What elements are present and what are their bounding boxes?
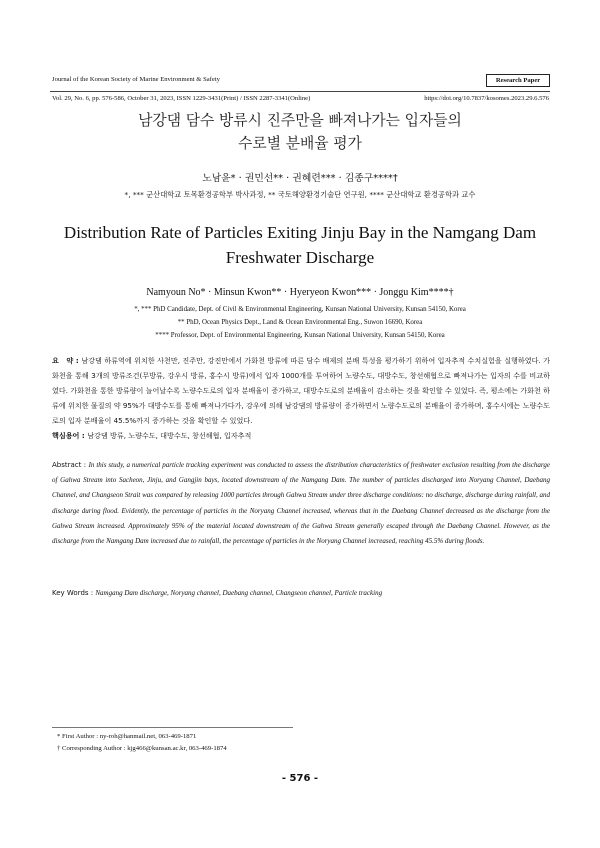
english-keywords [52, 589, 382, 597]
korean-affiliation: *, *** 군산대학교 토목환경공학부 박사과정, ** 국토해양환경기술단 연구원, **** 군산대학교 환경공학과 교수 [124, 190, 476, 199]
corresponding-author-footnote: † Corresponding Author : kjg466@kunsan.ac.kr, 063-469-1874 [57, 745, 227, 752]
korean-authors: 노남윤* · 권민선** · 권혜련*** · 김종구****† [202, 173, 398, 184]
page-number: - 576 - [281, 773, 319, 784]
header-divider [50, 91, 550, 92]
journal-name: Journal of the Korean Society of Marine Environment & Safety [52, 76, 220, 83]
english-title-line-1: Distribution Rate of Particles Exiting Jinju Bay in the Namgang Dam [63, 223, 537, 242]
footnote-divider [52, 727, 293, 728]
korean-abstract [52, 353, 550, 428]
english-keywords-label: Key Words : [52, 589, 96, 597]
volume-info: Vol. 29, No. 6, pp. 576-586, October 31, 2023, ISSN 1229-3431(Print) / ISSN 2287-3341(Online) [52, 95, 311, 102]
korean-keywords-label: 핵심용어 : [52, 431, 88, 440]
korean-title-line-2: 수로별 분배율 평가 [238, 135, 362, 152]
research-paper-badge: Research Paper [486, 74, 550, 87]
english-abstract [52, 458, 550, 549]
english-abstract-label: Abstract : [52, 461, 89, 469]
korean-keywords-text: 남강댐 방류, 노량수도, 대방수도, 창선해협, 입자추적 [87, 431, 252, 440]
korean-keywords [52, 431, 251, 441]
english-affiliation-2: ** PhD, Ocean Physics Dept., Land & Ocean Environmental Eng., Suwon 16690, Korea [177, 319, 423, 326]
english-keywords-text: Namgang Dam discharge, Noryang channel, Daebang channel, Changseon channel, Particle tracking [95, 589, 383, 597]
english-affiliation-1: *, *** PhD Candidate, Dept. of Civil & Environmental Engineering, Kunsan National University, Kunsan 54150, Korea [134, 306, 466, 313]
first-author-footnote: * First Author : ny-roh@hanmail.net, 063-469-1871 [57, 733, 197, 740]
english-affiliation-3: **** Professor, Dept. of Environmental Engineering, Kunsan National University, Kunsan 54150, Korea [155, 332, 445, 339]
english-title-line-2: Freshwater Discharge [225, 248, 375, 267]
doi-link[interactable]: https://doi.org/10.7837/kosomes.2023.29.6.576 [424, 95, 549, 102]
korean-abstract-text: 남강댐 하류역에 위치한 사천만, 진주만, 강진만에서 가화천 방류에 따른 담수 배제의 분배 특성을 평가하기 위하여 입자추적 수치실험을 실행하였다. 가화천을 통해 3개의 방류조건(무방류, 강우시 방류, 홍수시 방류)에서 입자 1000개를 투여하여 노량수도, 대방수도, 창선해협으로 빠져나가는 입자의 수를 비교하였다. 가화천을 통한 방류량이 늘어날수록 노량수도로의 입자 분배율이 증가하고, 대방수도로의 분배율이 감소하는 것을 확인할 수 있었다. 즉, 평소에는 가화천 하류에 위치한 물질의 약 95%가 대방수도를 통해 빠져나가다가, 강우에 의해 남강댐의 방류량이 증가하면서 노량수도로의 분배율이 증가하며, 홍수시에는 노량수도로의 입자 분배율이 45.5%까지 증가하는 것을 확인할 수 있었다. [52, 356, 551, 425]
english-authors: Namyoun No* · Minsun Kwon** · Hyeryeon Kwon*** · Jonggu Kim****† [146, 287, 454, 298]
korean-title-line-1: 남강댐 담수 방류시 진주만을 빠져나가는 입자들의 [138, 112, 462, 129]
english-abstract-text: In this study, a numerical particle tracking experiment was conducted to assess the distribution characteristics of freshwater exclusion resulting from the discharge of Gahwa Stream into Sacheon, Jinju, and Gangjin bays, located downstream of the Namgang Dam. The number of particles discharged into Noryang Channel, Daebang Channel, and Changseon Strait was compared by releasing 1000 particles through Gahwa Stream under three discharge conditions: no discharge, discharge during rainfall, and discharge during flood. Evidently, the percentage of particles in the Noryang Channel increased, whereas that in the Daebang Channel decreased as the discharge from the Gahwa Stream increased. Approximately 95% of the material located downstream of the Gahwa Stream generally escaped through the Daebang Channel. However, as the discharge from the Namgang Dam increased due to rainfall, the percentage of particles in the Noryang Channel increased, reaching 45.5% during floods. [52, 461, 550, 546]
korean-abstract-label: 요 약 : [52, 356, 82, 365]
